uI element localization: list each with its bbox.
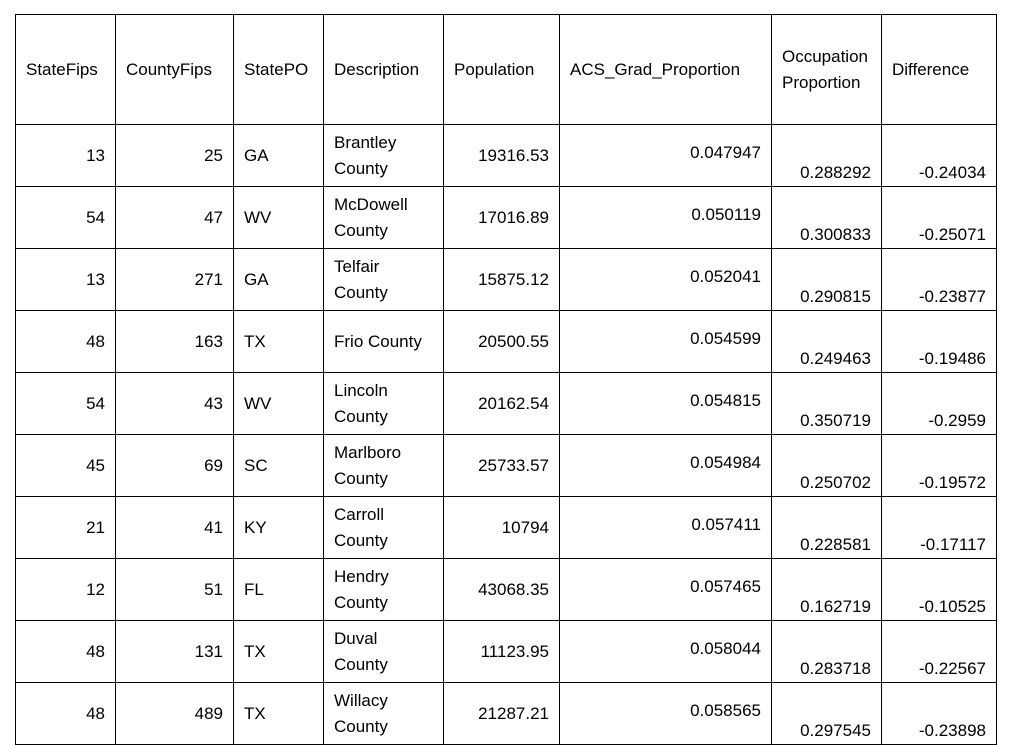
population-cell: 17016.89 (444, 187, 560, 249)
table-row (16, 621, 997, 683)
description-cell: Brantley County (324, 125, 444, 187)
difference-cell: -0.19572 (882, 435, 997, 497)
table-row (16, 311, 997, 373)
occupation-proportion-cell: 0.297545 (772, 683, 882, 745)
header-description: Description (324, 15, 444, 125)
difference-cell: -0.25071 (882, 187, 997, 249)
description-cell: Marlboro County (324, 435, 444, 497)
acs-grad-proportion-cell: 0.058565 (560, 683, 772, 745)
state-fips-cell: 13 (16, 125, 116, 187)
header-population: Population (444, 15, 560, 125)
occupation-proportion-cell: 0.350719 (772, 373, 882, 435)
header-state-po: StatePO (234, 15, 324, 125)
table-row (16, 249, 997, 311)
description-cell: Carroll County (324, 497, 444, 559)
state-fips-cell: 48 (16, 683, 116, 745)
population-cell: 19316.53 (444, 125, 560, 187)
acs-grad-proportion-cell: 0.054984 (560, 435, 772, 497)
state-fips-cell: 12 (16, 559, 116, 621)
difference-cell: -0.2959 (882, 373, 997, 435)
county-fips-cell: 51 (116, 559, 234, 621)
acs-grad-proportion-cell: 0.058044 (560, 621, 772, 683)
difference-cell: -0.22567 (882, 621, 997, 683)
difference-cell: -0.10525 (882, 559, 997, 621)
table-row (16, 187, 997, 249)
header-difference: Difference (882, 15, 997, 125)
acs-grad-proportion-cell: 0.057465 (560, 559, 772, 621)
description-cell: Hendry County (324, 559, 444, 621)
table-row (16, 373, 997, 435)
acs-grad-proportion-cell: 0.047947 (560, 125, 772, 187)
occupation-proportion-cell: 0.288292 (772, 125, 882, 187)
occupation-proportion-cell: 0.250702 (772, 435, 882, 497)
state-fips-cell: 54 (16, 187, 116, 249)
header-occupation-proportion: Occupation Proportion (772, 15, 882, 125)
table-row (16, 435, 997, 497)
data-table (15, 14, 997, 745)
state-po-cell: WV (234, 373, 324, 435)
state-po-cell: GA (234, 125, 324, 187)
population-cell: 10794 (444, 497, 560, 559)
acs-grad-proportion-cell: 0.054815 (560, 373, 772, 435)
header-row (16, 15, 997, 125)
difference-cell: -0.24034 (882, 125, 997, 187)
state-po-cell: GA (234, 249, 324, 311)
acs-grad-proportion-cell: 0.050119 (560, 187, 772, 249)
description-cell: McDowell County (324, 187, 444, 249)
population-cell: 20162.54 (444, 373, 560, 435)
state-fips-cell: 45 (16, 435, 116, 497)
acs-grad-proportion-cell: 0.057411 (560, 497, 772, 559)
occupation-proportion-cell: 0.249463 (772, 311, 882, 373)
state-po-cell: TX (234, 683, 324, 745)
table-row (16, 125, 997, 187)
county-fips-cell: 43 (116, 373, 234, 435)
description-cell: Willacy County (324, 683, 444, 745)
description-cell: Frio County (324, 311, 444, 373)
population-cell: 11123.95 (444, 621, 560, 683)
difference-cell: -0.23898 (882, 683, 997, 745)
county-fips-cell: 25 (116, 125, 234, 187)
state-po-cell: TX (234, 311, 324, 373)
header-state-fips: StateFips (16, 15, 116, 125)
county-fips-cell: 41 (116, 497, 234, 559)
county-fips-cell: 271 (116, 249, 234, 311)
county-fips-cell: 47 (116, 187, 234, 249)
acs-grad-proportion-cell: 0.052041 (560, 249, 772, 311)
table-row (16, 497, 997, 559)
population-cell: 15875.12 (444, 249, 560, 311)
state-fips-cell: 21 (16, 497, 116, 559)
population-cell: 20500.55 (444, 311, 560, 373)
state-po-cell: SC (234, 435, 324, 497)
occupation-proportion-cell: 0.300833 (772, 187, 882, 249)
population-cell: 25733.57 (444, 435, 560, 497)
table-row (16, 559, 997, 621)
state-po-cell: WV (234, 187, 324, 249)
description-cell: Telfair County (324, 249, 444, 311)
header-acs-grad-proportion: ACS_Grad_Proportion (560, 15, 772, 125)
state-fips-cell: 54 (16, 373, 116, 435)
state-fips-cell: 48 (16, 311, 116, 373)
description-cell: Lincoln County (324, 373, 444, 435)
occupation-proportion-cell: 0.290815 (772, 249, 882, 311)
acs-grad-proportion-cell: 0.054599 (560, 311, 772, 373)
occupation-proportion-cell: 0.162719 (772, 559, 882, 621)
difference-cell: -0.17117 (882, 497, 997, 559)
occupation-proportion-cell: 0.283718 (772, 621, 882, 683)
occupation-proportion-cell: 0.228581 (772, 497, 882, 559)
table-row (16, 683, 997, 745)
population-cell: 21287.21 (444, 683, 560, 745)
county-fips-cell: 69 (116, 435, 234, 497)
county-fips-cell: 489 (116, 683, 234, 745)
state-fips-cell: 13 (16, 249, 116, 311)
difference-cell: -0.19486 (882, 311, 997, 373)
description-cell: Duval County (324, 621, 444, 683)
state-po-cell: FL (234, 559, 324, 621)
county-fips-cell: 131 (116, 621, 234, 683)
state-fips-cell: 48 (16, 621, 116, 683)
county-fips-cell: 163 (116, 311, 234, 373)
difference-cell: -0.23877 (882, 249, 997, 311)
population-cell: 43068.35 (444, 559, 560, 621)
state-po-cell: TX (234, 621, 324, 683)
header-county-fips: CountyFips (116, 15, 234, 125)
state-po-cell: KY (234, 497, 324, 559)
